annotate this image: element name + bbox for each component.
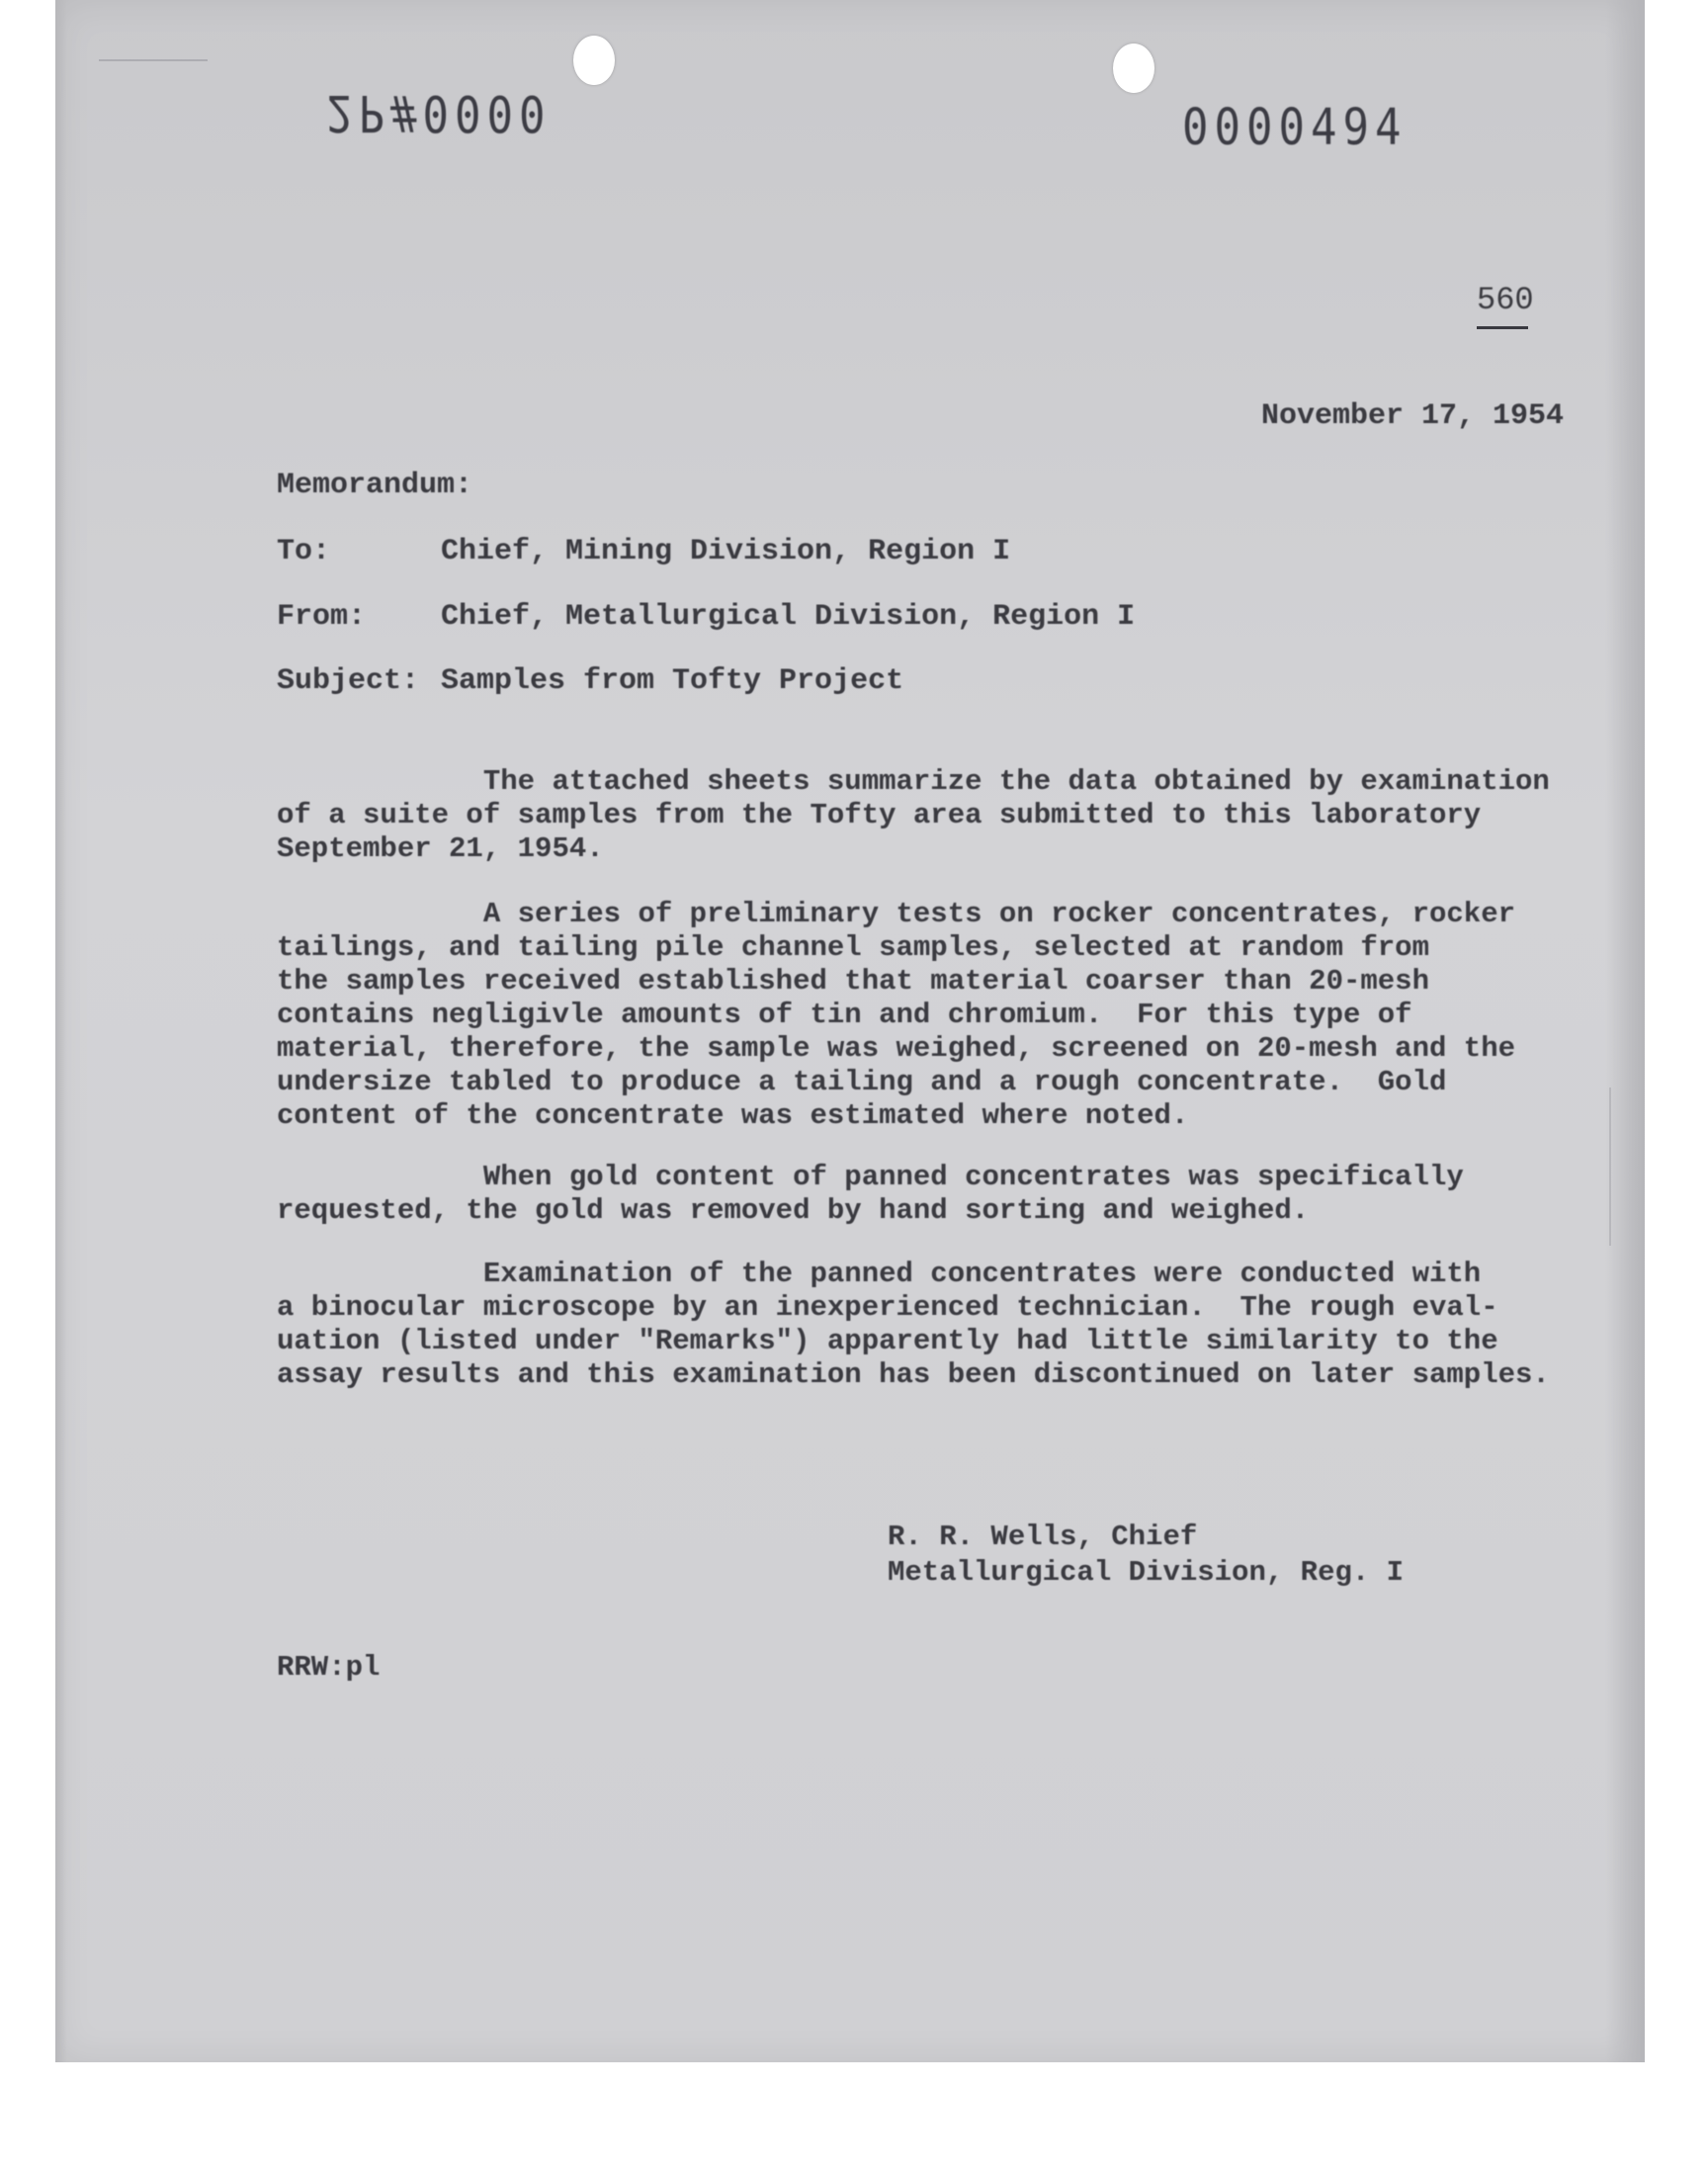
punch-hole-left [573,36,615,85]
from-value: Chief, Metallurgical Division, Region I [441,600,1136,634]
to-label: To: [277,535,331,568]
stamp-right: 0000494 [1182,99,1408,157]
paragraph-4: Examination of the panned concentrates were conducted with a binocular microscope by an inexperienced technician. The rough eval- uation (listed under "Remarks") apparently had little similarity to the assay results and this examination has been discontinued on later samples. [277,1258,1550,1391]
page-number: 560 [1477,282,1534,318]
page-number-underline [1477,326,1528,329]
paragraph-1: The attached sheets summarize the data obtained by examination of a suite of samples from the Tofty area submitted to this laboratory September 21, 1954. [277,765,1550,865]
signature-title: Metallurgical Division, Reg. I [888,1556,1405,1589]
corner-mark [99,47,208,61]
punch-hole-right [1113,44,1154,93]
stamp-left: 2P#0000 [326,83,552,141]
from-label: From: [277,600,367,634]
paragraph-3: When gold content of panned concentrates was specifically requested, the gold was removed by hand sorting and weighed. [277,1161,1464,1227]
to-value: Chief, Mining Division, Region I [441,535,1011,568]
memo-date: November 17, 1954 [1261,399,1565,433]
stray-mark [1609,1088,1611,1246]
subject-value: Samples from Tofty Project [441,664,904,698]
page-shadow-right [1605,0,1645,2062]
page-shadow-left [55,0,67,2062]
signature-name: R. R. Wells, Chief [888,1521,1198,1553]
typist-initials: RRW:pl [277,1651,381,1684]
paragraph-2: A series of preliminary tests on rocker concentrates, rocker tailings, and tailing pile channel samples, selected at random from the samples received established that material coarser than 20-mesh contains negligivle amounts of tin and chromium. For this type of material, therefore, the sample was weighed, screened on 20-mesh and the undersize tabled to produce a tailing and a rough concentrate. Gold content of the concentrate was estimated where noted. [277,898,1516,1132]
memo-heading: Memorandum: [277,469,473,502]
subject-label: Subject: [277,664,420,698]
